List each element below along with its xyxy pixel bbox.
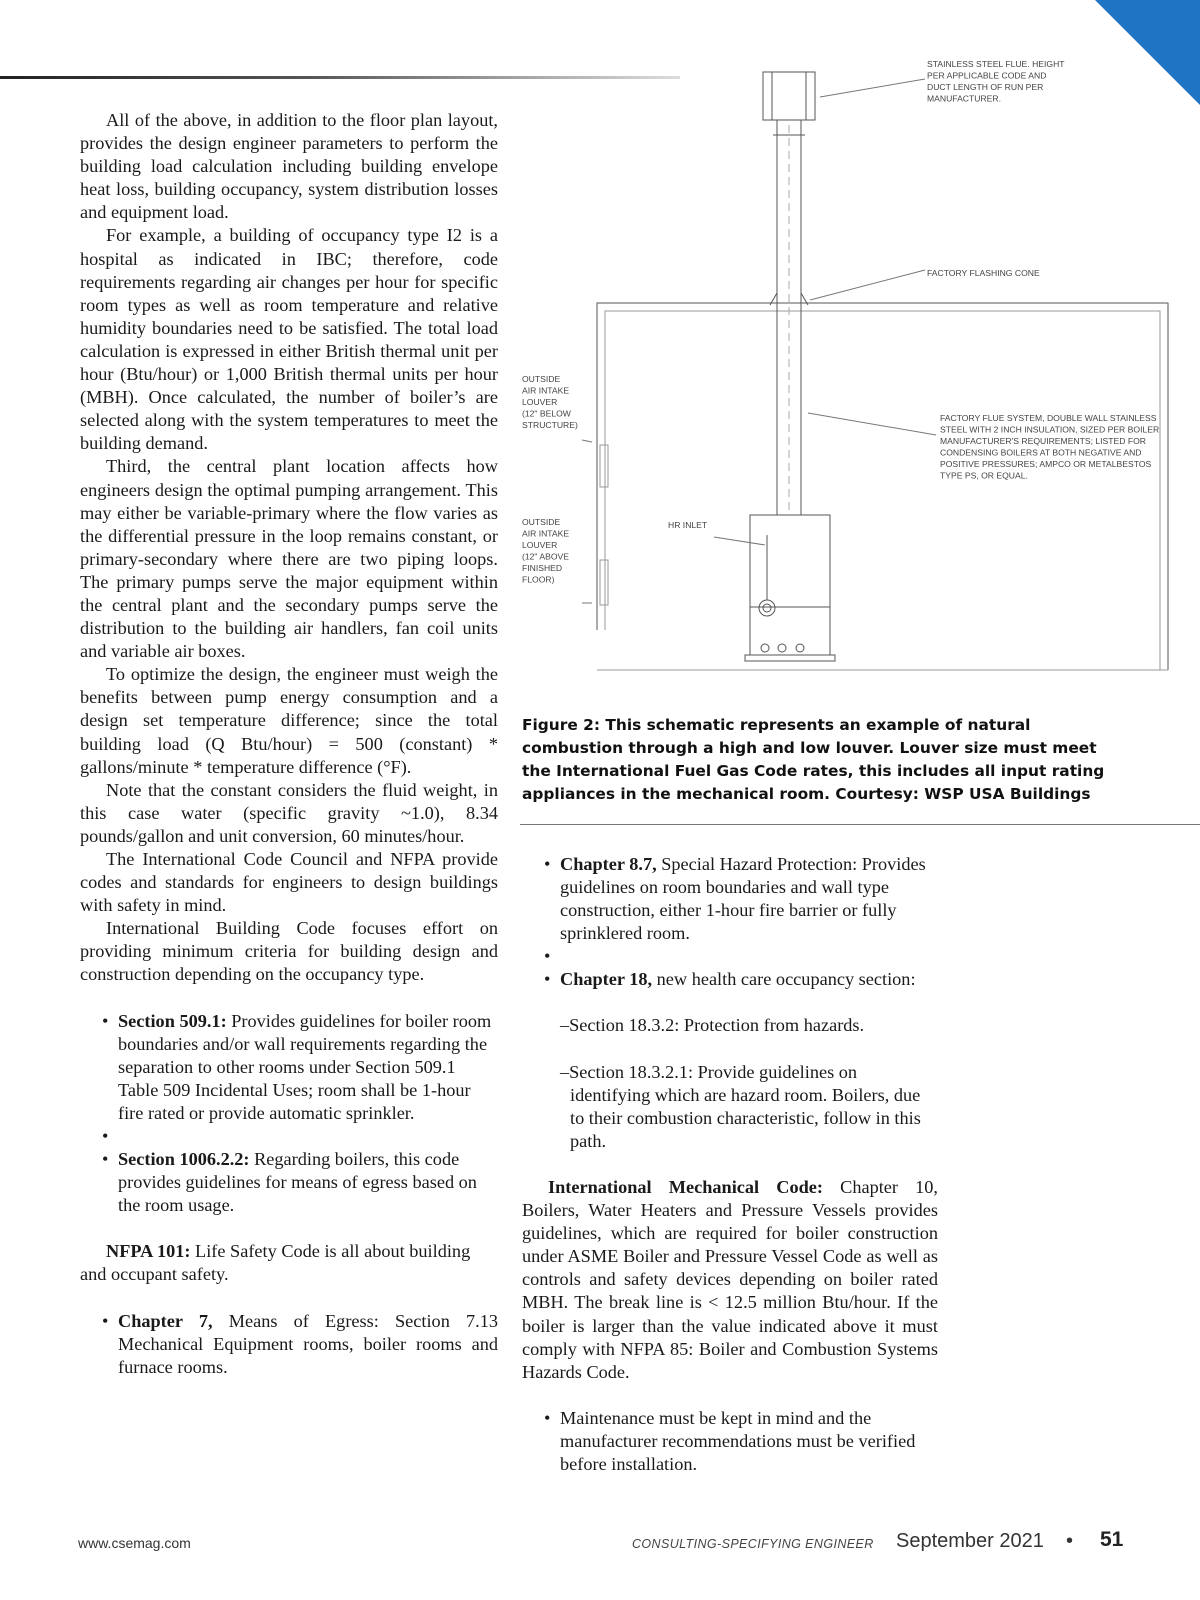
louver-high-label-3: LOUVER xyxy=(522,397,558,407)
hr-inlet-label: HR INLET xyxy=(668,520,708,530)
cone-label: FACTORY FLASHING CONE xyxy=(927,268,1040,278)
system-label-1: FACTORY FLUE SYSTEM, DOUBLE WALL STAINLESS xyxy=(940,413,1157,423)
low-louver xyxy=(600,560,608,605)
louver-high-label-2: AIR INTAKE xyxy=(522,385,570,396)
louver-low-label-6: FLOOR) xyxy=(522,574,555,585)
bullet-heading: Section 1006.2.2: xyxy=(118,1149,250,1170)
room-wall-outline xyxy=(597,303,1168,670)
paragraph: Note that the constant considers the fluid weight, in this case water (specific gravity ~1.0), 8.34 pounds/gallon and unit conversion, 60 minutes/hour. xyxy=(80,779,498,846)
bullet-text: new health care occupancy section: xyxy=(652,969,916,990)
louver-high-label-5: STRUCTURE) xyxy=(522,420,578,430)
list-item xyxy=(80,1010,498,1125)
bullet-heading: Chapter 18, xyxy=(560,969,653,990)
paragraph: International Building Code focuses effort on providing minimum criteria for building design and construction depending on the occupancy type. xyxy=(80,918,498,985)
flue-label-3: DUCT LENGTH OF RUN PER xyxy=(927,82,1044,92)
paragraph: The International Code Council and NFPA provide codes and standards for engineers to design buildings with safety in mind. xyxy=(80,849,498,916)
list-item xyxy=(80,1148,498,1217)
figure-schematic xyxy=(520,55,1200,695)
high-louver xyxy=(600,445,608,487)
boiler-flue-diagram xyxy=(520,55,1200,695)
bullet-text: Provides guidelines for boiler room boundaries and/or wall requirements regarding the separation to other rooms under Section 509.1 Table 509 Incidental Uses; room shall be 1-hour fire rated or provide automatic sprinkler. xyxy=(118,1010,492,1123)
system-label-2: STEEL WITH 2 INCH INSULATION, SIZED PER BOILER xyxy=(940,424,1160,435)
maintenance-list xyxy=(522,1407,938,1476)
louver-high-label-4: (12" BELOW xyxy=(522,408,571,419)
flue-cap xyxy=(763,72,815,120)
system-label-3: MANUFACTURER'S REQUIREMENTS; LISTED FOR xyxy=(940,436,1146,446)
paragraph: All of the above, in addition to the floor plan layout, provides the design engineer parameters to perform the building load calculation including building envelope heat loss, building occupancy, system distribution losses and equipment load. xyxy=(80,110,498,223)
louver-low-label-4: (12" ABOVE xyxy=(522,551,569,562)
boiler-upper xyxy=(750,515,830,607)
paragraph: To optimize the design, the engineer must weigh the benefits between pump energy consumption and a design set temperature difference; since the total building load (Q Btu/hour) = 500 (constant) * gallons/minute * temperature difference (°F). xyxy=(80,664,498,777)
bullet-heading: Chapter 7, xyxy=(118,1310,213,1331)
louver-low-label-3: LOUVER xyxy=(522,540,558,550)
bullet-text: Means of Egress: Section 7.13 Mechanical Equipment rooms, boiler rooms and furnace rooms. xyxy=(118,1310,498,1377)
paragraph: Third, the central plant location affects how engineers design the optimal pumping arrangement. This may either be variable-primary where the flow varies as the differential pressure in the loop remains constant, or primary-secondary where there are two piping loops. The primary pumps serve the major equipment within the central plant and the secondary pumps serve the distribution to the building air handlers, fan coil units and variable air boxes. xyxy=(80,456,498,662)
subsection-item: –Section 18.3.2.1: Provide guidelines on identifying which are hazard room. Boilers, due to their combustion characteristic, follow in this path. xyxy=(560,1061,921,1151)
page-number: 51 xyxy=(1100,1528,1124,1551)
flue-label-2: PER APPLICABLE CODE AND xyxy=(927,70,1047,81)
hr-inlet-port xyxy=(759,600,775,616)
figure-caption: Figure 2: This schematic represents an example of natural combustion through a high and low louver. Louver size must meet the International Fuel Gas Code rates, this includes all input rating appliances in the mechanical room. Courtesy: WSP USA Buildings xyxy=(522,716,1105,803)
flue-label-4: MANUFACTURER. xyxy=(927,93,1002,104)
bullet-heading: Chapter 8.7, xyxy=(560,854,657,874)
list-item xyxy=(80,1310,498,1379)
caption-divider xyxy=(520,824,1200,825)
bullet-text: Special Hazard Protection: Provides guidelines on room boundaries and wall type construction, either 1-hour fire barrier or fully sprinklered room. xyxy=(560,854,926,944)
system-label-5: POSITIVE PRESSURES; AMPCO OR METALBESTOS xyxy=(940,459,1152,469)
boiler-base xyxy=(745,655,835,661)
paragraph: International Mechanical Code: Chapter 10, Boilers, Water Heaters and Pressure Vessels provides guidelines, which are required for boiler construction under ASME Boiler and Pressure Vessel Code as well as controls and safety devices depending on boiler rated MBH. The break line is < 12.5 million Btu/hour. If the boiler is larger than the value indicated above it must comply with NFPA 85: Boiler and Combustion Systems Hazards Code. xyxy=(522,1176,938,1382)
system-label-6: TYPE PS, OR EQUAL. xyxy=(940,470,1028,481)
louver-low-label-2: AIR INTAKE xyxy=(522,528,570,539)
paragraph-heading: NFPA 101: xyxy=(106,1241,191,1262)
list-item: • Maintenance must be kept in mind and the manufacturer recommendations must be verified before installation. xyxy=(522,1407,938,1476)
bullet-heading: Section 509.1: xyxy=(118,1010,227,1031)
footer-separator: • xyxy=(1066,1530,1074,1552)
paragraph: For example, a building of occupancy type I2 is a hospital as indicated in IBC; therefore, code requirements regarding air changes per hour for specific room types as well as room temperature and relative humidity boundaries need to be satisfied. The total load calculation is expressed in either British thermal unit per hour (Btu/hour) or 1,000 British thermal units per hour (MBH). Once calculated, the number of boiler’s are selected along with the system temperatures to meet the building demand. xyxy=(80,225,498,454)
bullet-text: Regarding boilers, this code provides guidelines for means of egress based on the room usage. xyxy=(118,1149,477,1216)
right-column xyxy=(522,853,938,1476)
louver-low-label-5: FINISHED xyxy=(522,563,563,573)
list-item xyxy=(522,968,938,991)
footer-date: September 2021 xyxy=(896,1530,1044,1552)
footer-url[interactable]: www.csemag.com xyxy=(78,1535,191,1551)
ibc-bullet-list xyxy=(80,1010,498,1218)
system-label-4: CONDENSING BOILERS AT BOTH NEGATIVE AND xyxy=(940,447,1142,458)
flue-label-1: STAINLESS STEEL FLUE. HEIGHT xyxy=(927,59,1065,69)
nfpa-bullet-list xyxy=(80,1310,498,1379)
nfpa-chapter-list xyxy=(522,853,938,991)
paragraph: NFPA 101: Life Safety Code is all about building and occupant safety. xyxy=(80,1241,471,1285)
subsection-item: –Section 18.3.2: Protection from hazards. xyxy=(560,1015,865,1036)
footer-magazine: CONSULTING-SPECIFYING ENGINEER xyxy=(632,1537,874,1551)
left-column xyxy=(80,109,498,1379)
list-item xyxy=(522,853,938,945)
louver-low-label-1: OUTSIDE xyxy=(522,517,561,527)
louver-high-label-1: OUTSIDE xyxy=(522,374,561,384)
paragraph-heading: International Mechanical Code: xyxy=(548,1176,823,1197)
room-wall-inner xyxy=(605,311,1160,670)
